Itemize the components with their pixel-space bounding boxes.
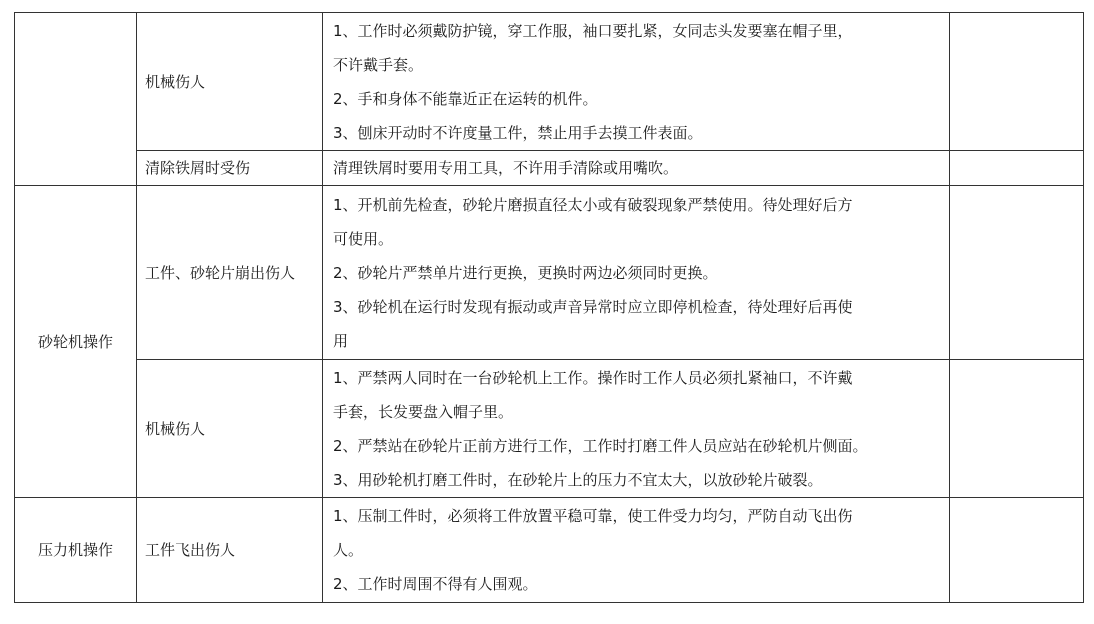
measures-cell [323, 360, 950, 498]
table-row [15, 13, 1084, 151]
measures-cell [323, 151, 950, 186]
operation-cell: 砂轮机操作 [15, 186, 137, 498]
measure-line: 3、刨床开动时不许度量工件，禁止用手去摸工件表面。 [333, 123, 703, 142]
measure-line: 2、工作时周围不得有人围观。 [333, 575, 538, 593]
table-row [15, 498, 1084, 603]
hazard-cell: 清除铁屑时受伤 [137, 151, 323, 186]
measures-cell [323, 13, 950, 151]
hazard-cell: 工件、砂轮片崩出伤人 [137, 186, 323, 360]
measure-line: 1、开机前先检查，砂轮片磨损直径太小或有破裂现象严禁使用。待处理好后方 [333, 195, 853, 214]
measure-line: 可使用。 [333, 229, 394, 248]
hazard-cell: 机械伤人 [137, 13, 323, 151]
measure-line: 2、砂轮片严禁单片进行更换，更换时两边必须同时更换。 [333, 263, 718, 282]
table-row [15, 360, 1084, 498]
measure-line: 1、压制工件时，必须将工件放置平稳可靠，使工件受力均匀，严防自动飞出伤 [333, 507, 853, 525]
measure-line: 2、严禁站在砂轮片正前方进行工作，工作时打磨工件人员应站在砂轮机片侧面。 [333, 436, 868, 455]
remarks-cell [950, 151, 1084, 186]
measure-line: 不许戴手套。 [333, 55, 424, 74]
measure-line: 2、手和身体不能靠近正在运转的机件。 [333, 89, 598, 108]
measures-cell [323, 498, 950, 603]
measure-line: 3、用砂轮机打磨工件时，在砂轮片上的压力不宜太大，以放砂轮片破裂。 [333, 470, 823, 489]
hazard-cell: 机械伤人 [137, 360, 323, 498]
remarks-cell [950, 498, 1084, 603]
hazard-cell: 工件飞出伤人 [137, 498, 323, 603]
measure-line: 1、严禁两人同时在一台砂轮机上工作。操作时工作人员必须扎紧袖口，不许戴 [333, 368, 853, 387]
measures-cell [323, 186, 950, 360]
operation-cell: 压力机操作 [15, 498, 137, 603]
operation-cell [15, 13, 137, 186]
measure-line: 人。 [333, 541, 364, 559]
measure-line: 清理铁屑时要用专用工具，不许用手清除或用嘴吹。 [333, 159, 679, 177]
remarks-cell [950, 360, 1084, 498]
measure-line: 1、工作时必须戴防护镜，穿工作服，袖口要扎紧，女同志头发要塞在帽子里， [333, 21, 853, 40]
measure-line: 用 [333, 331, 349, 350]
measure-line: 3、砂轮机在运行时发现有振动或声音异常时应立即停机检查，待处理好后再使 [333, 297, 853, 316]
safety-procedures-table [14, 12, 1084, 603]
table-row [15, 186, 1084, 360]
remarks-cell [950, 13, 1084, 151]
measure-line: 手套，长发要盘入帽子里。 [333, 402, 514, 421]
remarks-cell [950, 186, 1084, 360]
table-row [15, 151, 1084, 186]
